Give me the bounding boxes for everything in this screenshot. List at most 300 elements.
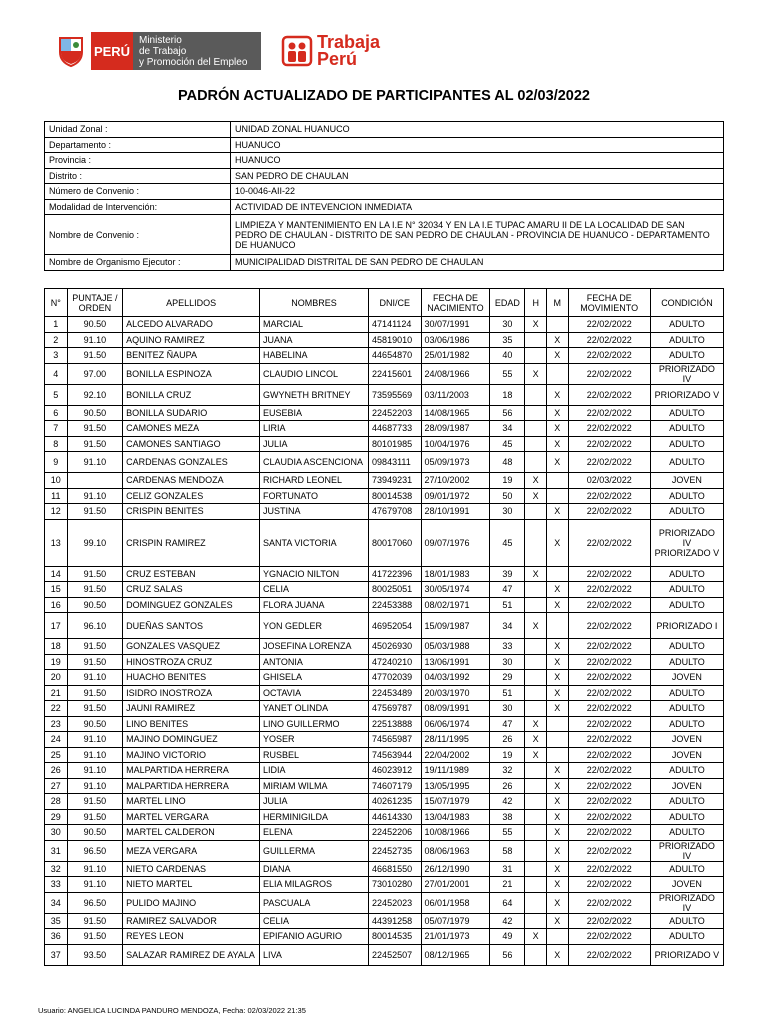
table-cell (525, 685, 547, 701)
table-cell: 91.50 (67, 794, 123, 810)
table-cell: MAJINO DOMINGUEZ (123, 732, 260, 748)
table-cell: 22452206 (369, 825, 421, 841)
table-cell: 06/06/1974 (421, 716, 490, 732)
table-cell: 09/07/1976 (421, 519, 490, 566)
table-cell: 92.10 (67, 384, 123, 405)
table-cell: 20 (45, 670, 68, 686)
table-cell: 13/05/1995 (421, 778, 490, 794)
table-cell: 22452023 (369, 892, 421, 913)
table-cell (525, 913, 547, 929)
table-cell: ADULTO (650, 929, 723, 945)
table-cell: 22/02/2022 (568, 613, 650, 639)
table-cell: 14/08/1965 (421, 405, 490, 421)
table-cell: 08/09/1991 (421, 701, 490, 717)
table-cell: CARDENAS MENDOZA (123, 473, 260, 489)
table-cell: 42 (490, 794, 525, 810)
page-title: PADRÓN ACTUALIZADO DE PARTICIPANTES AL 02/03/2022 (178, 88, 590, 104)
table-cell: 30 (490, 654, 525, 670)
table-cell: 26 (490, 778, 525, 794)
table-cell: 46952054 (369, 613, 421, 639)
column-header: APELLIDOS (123, 289, 260, 317)
table-cell: 22453489 (369, 685, 421, 701)
table-row (45, 701, 724, 717)
table-cell: X (546, 421, 568, 437)
table-cell: 22/02/2022 (568, 861, 650, 877)
table-row (45, 582, 724, 598)
table-cell: JUANA (260, 332, 369, 348)
table-cell: 45026930 (369, 639, 421, 655)
table-cell: DOMINGUEZ GONZALES (123, 597, 260, 613)
table-cell: X (546, 452, 568, 473)
table-cell: 14 (45, 566, 68, 582)
table-cell: 08/06/1963 (421, 840, 490, 861)
table-row (45, 825, 724, 841)
table-cell: 50 (490, 488, 525, 504)
table-cell: JULIA (260, 794, 369, 810)
table-cell: JOVEN (650, 670, 723, 686)
table-cell: 19/11/1989 (421, 763, 490, 779)
table-cell: JOVEN (650, 747, 723, 763)
table-cell: CLAUDIA ASCENCIONA (260, 452, 369, 473)
table-row (45, 877, 724, 893)
table-cell: GWYNETH BRITNEY (260, 384, 369, 405)
table-cell (525, 778, 547, 794)
table-cell: 22/02/2022 (568, 794, 650, 810)
table-cell: ADULTO (650, 794, 723, 810)
table-cell: X (525, 566, 547, 582)
table-cell: 22/02/2022 (568, 763, 650, 779)
table-cell: 91.50 (67, 582, 123, 598)
table-cell: MIRIAM WILMA (260, 778, 369, 794)
table-cell: PRIORIZADO IV PRIORIZADO V (650, 519, 723, 566)
table-cell: 12 (45, 504, 68, 520)
table-cell: X (546, 877, 568, 893)
table-cell: ADULTO (650, 332, 723, 348)
table-cell: 26 (490, 732, 525, 748)
table-cell: EUSEBIA (260, 405, 369, 421)
table-cell: YOSER (260, 732, 369, 748)
table-cell: 73595569 (369, 384, 421, 405)
table-cell (67, 473, 123, 489)
table-cell (546, 363, 568, 384)
table-cell: 09843111 (369, 452, 421, 473)
table-row (45, 384, 724, 405)
table-cell: X (546, 944, 568, 965)
table-cell: 49 (490, 929, 525, 945)
table-cell: 25/01/1982 (421, 348, 490, 364)
table-cell: RICHARD LEONEL (260, 473, 369, 489)
table-cell: 22/02/2022 (568, 488, 650, 504)
table-cell: FORTUNATO (260, 488, 369, 504)
table-cell: ADULTO (650, 421, 723, 437)
table-cell: DIANA (260, 861, 369, 877)
table-row (45, 436, 724, 452)
table-cell (546, 613, 568, 639)
table-cell (546, 747, 568, 763)
table-cell: 91.50 (67, 504, 123, 520)
table-cell (525, 892, 547, 913)
table-row (45, 566, 724, 582)
table-cell: X (546, 670, 568, 686)
table-cell: X (546, 436, 568, 452)
table-cell: ADULTO (650, 639, 723, 655)
table-cell: ADULTO (650, 809, 723, 825)
table-cell: 91.50 (67, 566, 123, 582)
table-cell: 22/02/2022 (568, 566, 650, 582)
table-cell: 10/08/1966 (421, 825, 490, 841)
table-cell: PRIORIZADO V (650, 384, 723, 405)
table-cell: 31 (45, 840, 68, 861)
table-cell: 22/02/2022 (568, 421, 650, 437)
table-cell: 35 (490, 332, 525, 348)
table-row (45, 809, 724, 825)
table-row (45, 421, 724, 437)
table-cell: 05/09/1973 (421, 452, 490, 473)
table-cell: 30 (490, 701, 525, 717)
table-cell: 15 (45, 582, 68, 598)
table-cell: 22/02/2022 (568, 685, 650, 701)
table-cell: CELIA (260, 582, 369, 598)
table-cell (525, 825, 547, 841)
table-cell: 22/04/2002 (421, 747, 490, 763)
table-cell: ISIDRO INOSTROZA (123, 685, 260, 701)
table-cell: X (546, 809, 568, 825)
table-cell: ADULTO (650, 597, 723, 613)
table-cell: 27/10/2002 (421, 473, 490, 489)
table-cell: 91.50 (67, 809, 123, 825)
table-cell: YGNACIO NILTON (260, 566, 369, 582)
table-cell (546, 566, 568, 582)
table-cell: ADULTO (650, 825, 723, 841)
table-cell: MALPARTIDA HERRERA (123, 763, 260, 779)
table-cell: 28 (45, 794, 68, 810)
table-cell: 64 (490, 892, 525, 913)
table-cell: X (546, 597, 568, 613)
table-cell (525, 794, 547, 810)
table-cell: ADULTO (650, 654, 723, 670)
table-cell: 30 (45, 825, 68, 841)
table-cell: 51 (490, 597, 525, 613)
table-cell: X (546, 701, 568, 717)
table-cell: 40261235 (369, 794, 421, 810)
table-cell: X (525, 363, 547, 384)
table-cell (525, 519, 547, 566)
info-value: LIMPIEZA Y MANTENIMIENTO EN LA I.E N° 32034 Y EN LA I.E TUPAC AMARU II DE LA LOCALIDAD DE SAN PEDRO DE CHAULAN - DISTRITO DE SAN PEDRO DE CHAULAN - PROVINCIA DE HUANUCO - DEPARTAMENTO DE HUANUCO (231, 215, 724, 255)
table-cell: 15/07/1979 (421, 794, 490, 810)
table-cell: AQUINO RAMIREZ (123, 332, 260, 348)
table-cell: CELIZ GONZALES (123, 488, 260, 504)
table-cell: X (525, 613, 547, 639)
table-cell: PRIORIZADO IV (650, 363, 723, 384)
table-cell: HINOSTROZA CRUZ (123, 654, 260, 670)
table-cell: 22/02/2022 (568, 840, 650, 861)
table-cell (525, 332, 547, 348)
table-cell: 22/02/2022 (568, 363, 650, 384)
table-cell: SALAZAR RAMIREZ DE AYALA (123, 944, 260, 965)
table-cell (525, 809, 547, 825)
table-cell: 22/02/2022 (568, 670, 650, 686)
table-cell: 05/03/1988 (421, 639, 490, 655)
table-cell: LINO BENITES (123, 716, 260, 732)
table-row (45, 473, 724, 489)
table-row (45, 504, 724, 520)
table-cell: ADULTO (650, 405, 723, 421)
table-cell: 22/02/2022 (568, 452, 650, 473)
table-cell (546, 716, 568, 732)
table-cell: EPIFANIO AGURIO (260, 929, 369, 945)
info-label: Departamento : (45, 137, 231, 153)
table-cell (525, 452, 547, 473)
table-cell: GONZALES VASQUEZ (123, 639, 260, 655)
table-cell: ADULTO (650, 582, 723, 598)
ministry-logo (55, 32, 261, 70)
table-cell: ADULTO (650, 452, 723, 473)
table-row (45, 405, 724, 421)
table-cell: 4 (45, 363, 68, 384)
table-cell: X (546, 405, 568, 421)
table-cell: MARCIAL (260, 317, 369, 333)
table-cell: 08/12/1965 (421, 944, 490, 965)
table-cell: X (546, 861, 568, 877)
table-cell: ADULTO (650, 436, 723, 452)
table-cell: 22/02/2022 (568, 405, 650, 421)
table-cell: 91.10 (67, 732, 123, 748)
table-cell: 47569787 (369, 701, 421, 717)
table-cell: 93.50 (67, 944, 123, 965)
table-cell: 91.10 (67, 332, 123, 348)
table-cell: 91.50 (67, 929, 123, 945)
info-row (45, 255, 724, 271)
table-cell (525, 348, 547, 364)
table-cell: 30 (490, 317, 525, 333)
table-cell: 22452203 (369, 405, 421, 421)
table-cell: 91.10 (67, 670, 123, 686)
table-cell: CRUZ SALAS (123, 582, 260, 598)
table-row (45, 317, 724, 333)
table-cell: 19 (490, 747, 525, 763)
table-cell (525, 877, 547, 893)
table-cell: 21 (490, 877, 525, 893)
table-cell: 29 (45, 809, 68, 825)
table-cell: 80014538 (369, 488, 421, 504)
info-label: Nombre de Convenio : (45, 215, 231, 255)
info-label: Número de Convenio : (45, 184, 231, 200)
table-cell: 91.10 (67, 763, 123, 779)
table-cell: 91.10 (67, 452, 123, 473)
table-cell: ELENA (260, 825, 369, 841)
table-cell: 30 (490, 504, 525, 520)
table-cell: 40 (490, 348, 525, 364)
table-cell: 46681550 (369, 861, 421, 877)
table-cell: 80025051 (369, 582, 421, 598)
table-cell: 45 (490, 436, 525, 452)
info-value: ACTIVIDAD DE INTEVENCION INMEDIATA (231, 199, 724, 215)
table-cell: 28/09/1987 (421, 421, 490, 437)
table-cell: 91.50 (67, 685, 123, 701)
table-cell: 22/02/2022 (568, 519, 650, 566)
table-cell: ADULTO (650, 913, 723, 929)
table-cell: X (525, 929, 547, 945)
table-cell: 90.50 (67, 716, 123, 732)
table-cell: X (546, 639, 568, 655)
table-cell: 6 (45, 405, 68, 421)
table-cell: JOVEN (650, 778, 723, 794)
convenio-info-table (44, 121, 724, 271)
table-cell: 38 (490, 809, 525, 825)
table-cell: 5 (45, 384, 68, 405)
table-cell: 30/05/1974 (421, 582, 490, 598)
table-cell: 13/04/1983 (421, 809, 490, 825)
table-cell (546, 473, 568, 489)
table-cell: X (525, 473, 547, 489)
info-label: Nombre de Organismo Ejecutor : (45, 255, 231, 271)
table-cell: YANET OLINDA (260, 701, 369, 717)
table-cell: 13/06/1991 (421, 654, 490, 670)
table-row (45, 794, 724, 810)
table-cell: X (546, 840, 568, 861)
info-label: Provincia : (45, 153, 231, 169)
table-cell: ADULTO (650, 861, 723, 877)
table-cell: PRIORIZADO V (650, 944, 723, 965)
table-cell: 96.50 (67, 892, 123, 913)
table-cell: 34 (490, 613, 525, 639)
table-cell (525, 670, 547, 686)
table-cell: 22/02/2022 (568, 436, 650, 452)
table-cell: CRISPIN RAMIREZ (123, 519, 260, 566)
table-cell: 27 (45, 778, 68, 794)
table-cell: 42 (490, 913, 525, 929)
table-cell: 22/02/2022 (568, 877, 650, 893)
table-cell: 91.10 (67, 747, 123, 763)
table-cell (525, 654, 547, 670)
table-cell: 80014535 (369, 929, 421, 945)
table-cell: CAMONES SANTIAGO (123, 436, 260, 452)
table-cell: X (546, 913, 568, 929)
table-cell: 45 (490, 519, 525, 566)
table-cell: 22 (45, 701, 68, 717)
table-cell: X (546, 654, 568, 670)
table-cell: 24/08/1966 (421, 363, 490, 384)
table-row (45, 747, 724, 763)
table-row (45, 363, 724, 384)
table-cell: 22/02/2022 (568, 639, 650, 655)
table-cell: JOVEN (650, 877, 723, 893)
table-cell: LIVA (260, 944, 369, 965)
column-header: DNI/CE (369, 289, 421, 317)
table-cell: ADULTO (650, 701, 723, 717)
table-cell: 32 (45, 861, 68, 877)
table-cell: 22/02/2022 (568, 825, 650, 841)
coat-of-arms-icon (55, 32, 87, 70)
info-value: MUNICIPALIDAD DISTRITAL DE SAN PEDRO DE CHAULAN (231, 255, 724, 271)
table-cell: 19 (490, 473, 525, 489)
table-cell: 47702039 (369, 670, 421, 686)
table-cell: 91.50 (67, 348, 123, 364)
table-cell: 34 (490, 421, 525, 437)
table-cell: YON GEDLER (260, 613, 369, 639)
table-cell (525, 701, 547, 717)
info-row (45, 184, 724, 200)
table-row (45, 840, 724, 861)
table-cell (546, 929, 568, 945)
table-cell: 58 (490, 840, 525, 861)
table-cell: X (546, 332, 568, 348)
table-cell: 22/02/2022 (568, 597, 650, 613)
table-cell: ADULTO (650, 566, 723, 582)
table-cell: CLAUDIO LINCOL (260, 363, 369, 384)
table-cell: 90.50 (67, 597, 123, 613)
table-cell: 11 (45, 488, 68, 504)
table-cell: MARTEL LINO (123, 794, 260, 810)
table-cell: X (525, 732, 547, 748)
table-cell (525, 944, 547, 965)
table-cell: 22/02/2022 (568, 317, 650, 333)
table-cell: 03/11/2003 (421, 384, 490, 405)
table-cell (525, 861, 547, 877)
table-cell: 29 (490, 670, 525, 686)
table-cell: 34 (45, 892, 68, 913)
ministry-name: Ministerio de Trabajo y Promoción del Empleo (133, 32, 261, 70)
table-row (45, 348, 724, 364)
table-cell: GUILLERMA (260, 840, 369, 861)
table-cell: 44687733 (369, 421, 421, 437)
table-cell: 74563944 (369, 747, 421, 763)
table-cell: 91.10 (67, 877, 123, 893)
table-row (45, 913, 724, 929)
table-cell: PULIDO MAJINO (123, 892, 260, 913)
table-cell: 02/03/2022 (568, 473, 650, 489)
table-cell: 22/02/2022 (568, 778, 650, 794)
table-cell: ADULTO (650, 348, 723, 364)
table-row (45, 670, 724, 686)
table-cell: 22/02/2022 (568, 747, 650, 763)
column-header: FECHA DE NACIMIENTO (421, 289, 490, 317)
table-cell: 22/02/2022 (568, 929, 650, 945)
table-cell: X (525, 747, 547, 763)
table-cell: 80017060 (369, 519, 421, 566)
table-cell: 1 (45, 317, 68, 333)
table-cell: HABELINA (260, 348, 369, 364)
table-cell: 44614330 (369, 809, 421, 825)
table-cell: 90.50 (67, 825, 123, 841)
table-cell (546, 488, 568, 504)
table-row (45, 452, 724, 473)
table-cell (525, 436, 547, 452)
table-cell: X (546, 892, 568, 913)
table-cell (525, 840, 547, 861)
table-row (45, 732, 724, 748)
table-cell: 18/01/1983 (421, 566, 490, 582)
table-cell: 22/02/2022 (568, 809, 650, 825)
table-cell: X (546, 582, 568, 598)
table-cell: 10/04/1976 (421, 436, 490, 452)
table-cell: JAUNI RAMIREZ (123, 701, 260, 717)
table-cell: 91.50 (67, 436, 123, 452)
table-cell: 04/03/1992 (421, 670, 490, 686)
table-cell: 99.10 (67, 519, 123, 566)
table-cell: BONILLA SUDARIO (123, 405, 260, 421)
table-cell: 22/02/2022 (568, 701, 650, 717)
table-cell (525, 504, 547, 520)
table-cell: ANTONIA (260, 654, 369, 670)
table-cell: 21 (45, 685, 68, 701)
table-cell: 44654870 (369, 348, 421, 364)
table-cell: 47679708 (369, 504, 421, 520)
table-row (45, 332, 724, 348)
table-row (45, 488, 724, 504)
table-cell: 46023912 (369, 763, 421, 779)
table-cell (525, 405, 547, 421)
